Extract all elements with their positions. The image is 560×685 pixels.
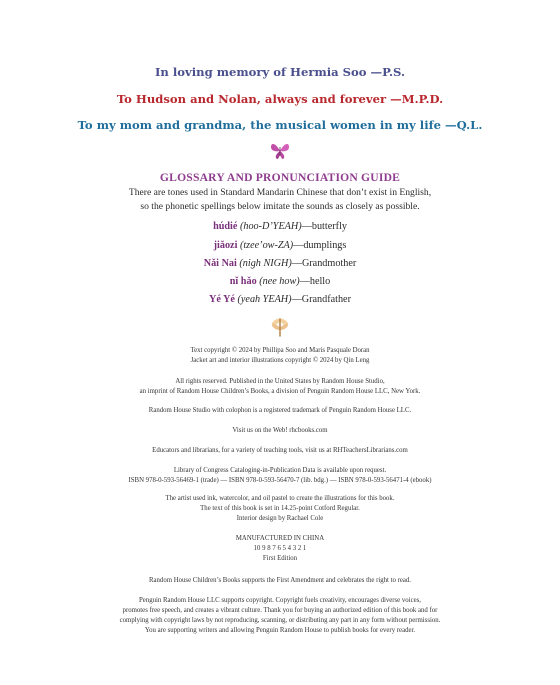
production-block [0, 494, 560, 524]
trademark-block [0, 406, 560, 416]
glossary-pronunciation: (nigh NIGH) [239, 258, 292, 269]
glossary-pronunciation: (nee how) [259, 276, 300, 287]
glossary-entry [0, 258, 560, 269]
notice-line: Penguin Random House LLC supports copyright. Copyright fuels creativity, encourages diverse voices, [139, 597, 421, 604]
glossary-entry [0, 294, 560, 305]
glossary-intro [0, 186, 560, 214]
glossary-entry [0, 240, 560, 251]
dedication-2: To Hudson and Nolan, always and forever —M.P.D. [116, 92, 444, 106]
glossary-pronunciation: (tzee’ow-ZA) [239, 240, 294, 251]
glossary-term: húdié [213, 221, 238, 232]
educators-block [0, 446, 560, 456]
production-line: The text of this book is set in 14.25-point Cotford Regular. [200, 505, 360, 512]
dedication-3: To my mom and grandma, the musical women in my life —Q.L. [77, 118, 483, 132]
copyright-block [0, 346, 560, 366]
educators-line: Educators and librarians, for a variety of teaching tools, visit us at RHTeachersLibrarians.com [152, 447, 408, 454]
copyright-notice-block [0, 596, 560, 636]
dedication-1: In loving memory of Hermia Soo —P.S. [155, 65, 405, 79]
cataloging-block [0, 466, 560, 486]
isbn-line: ISBN 978-0-593-56469-1 (trade) — ISBN 978-0-593-56470-7 (lib. bdg.) — ISBN 978-0-593-56471-4 (ebook) [128, 477, 432, 484]
glossary-intro-line: so the phonetic spellings below imitate the sounds as closely as possible. [140, 201, 420, 212]
glossary-intro-line: There are tones used in Standard Mandarin Chinese that don’t exist in English, [128, 187, 432, 198]
rights-line: an imprint of Random House Children’s Books, a division of Penguin Random House LLC, New York. [139, 388, 421, 395]
copyright-line: Text copyright © 2024 by Phillipa Soo and Maris Pasquale Doran [190, 347, 370, 354]
notice-line: promotes free speech, and creates a vibrant culture. Thank you for buying an authorized edition of this book and for [122, 607, 438, 614]
notice-line: You are supporting writers and allowing Penguin Random House to publish books for every reader. [144, 627, 416, 634]
glossary-entry [0, 276, 560, 287]
manufacture-block [0, 534, 560, 564]
rights-block [0, 377, 560, 397]
glossary-pronunciation: (yeah YEAH) [237, 294, 292, 305]
edition-line: First Edition [262, 555, 298, 562]
cataloging-line: Library of Congress Cataloging-in-Publication Data is available upon request. [173, 467, 387, 474]
glossary-meaning: —hello [299, 276, 331, 287]
glossary-pronunciation: (hoo-D’YEAH) [239, 221, 302, 232]
first-amendment-block [0, 576, 560, 586]
dragonfly-icon [270, 315, 290, 337]
manufacture-line: MANUFACTURED IN CHINA [235, 535, 325, 542]
butterfly-icon [269, 141, 291, 161]
glossary-meaning: —Grandmother [291, 258, 357, 269]
glossary-meaning: —butterfly [301, 221, 347, 232]
production-line: The artist used ink, watercolor, and oil pastel to create the illustrations for this book. [165, 495, 395, 502]
production-line: Interior design by Rachael Cole [236, 515, 324, 522]
website-block [0, 426, 560, 436]
glossary-entry [0, 221, 560, 232]
trademark-line: Random House Studio with colophon is a registered trademark of Penguin Random House LLC. [148, 407, 412, 414]
glossary-term: Nǎi Nai [203, 258, 237, 269]
notice-line: complying with copyright laws by not reproducing, scanning, or distributing any part in any form without permission. [119, 617, 441, 624]
copyright-line: Jacket art and interior illustrations copyright © 2024 by Qin Leng [190, 357, 370, 364]
printing-line: 10 9 8 7 6 5 4 3 2 1 [253, 545, 307, 552]
glossary-term: Yé Yé [209, 294, 235, 305]
glossary-term: nǐ hǎo [229, 276, 257, 287]
rights-line: All rights reserved. Published in the United States by Random House Studio, [175, 378, 385, 385]
glossary-term: jiǎozi [213, 240, 238, 251]
website-line: Visit us on the Web! rhcbooks.com [232, 427, 328, 434]
glossary-title: GLOSSARY AND PRONUNCIATION GUIDE [159, 171, 401, 184]
first-amendment-line: Random House Children’s Books supports the First Amendment and celebrates the right to read. [148, 577, 411, 584]
glossary-meaning: —Grandfather [291, 294, 351, 305]
glossary-meaning: —dumplings [293, 240, 347, 251]
